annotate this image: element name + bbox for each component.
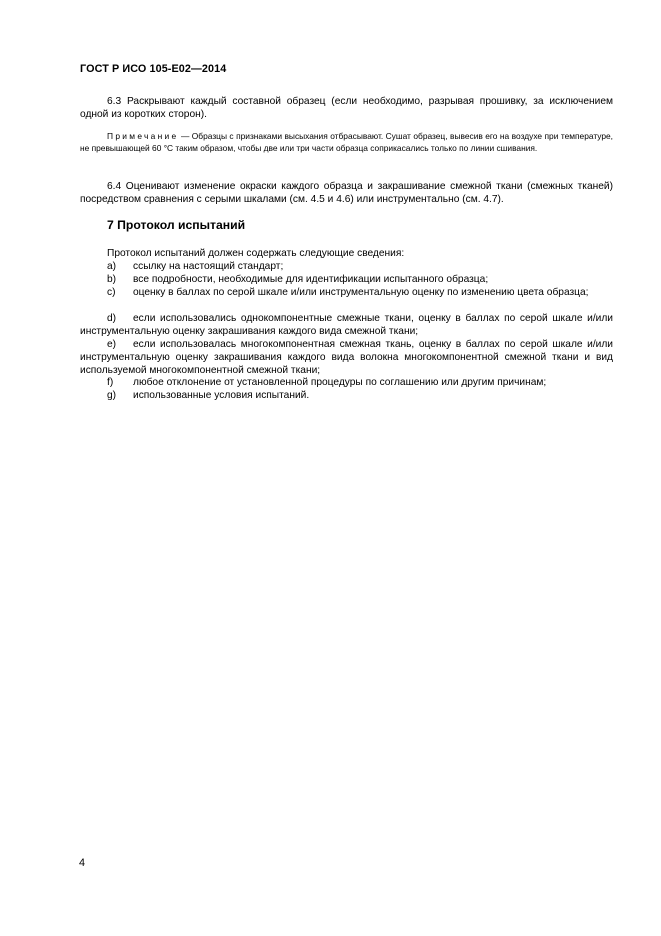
- list-item-text: если использовалась многокомпонентная смежная ткань, оценку в баллах по серой шкале и/или инструментальную оценку закрашивания каждого вида волокна многокомпонентной смежной ткани и вид используемой многокомпонентной смежной ткани;: [80, 339, 613, 376]
- list-item: [80, 286, 613, 299]
- list-item: [80, 389, 613, 402]
- page-number: 4: [79, 857, 86, 869]
- list-marker: a): [107, 261, 117, 272]
- list-item: [80, 376, 613, 389]
- clause-number: 6.3: [107, 96, 122, 107]
- clause-number: 6.4: [107, 181, 122, 192]
- list-item-text: если использовались однокомпонентные смежные ткани, оценку в баллах по серой шкале и/или инструментальную оценку закрашивания каждого вида смежной ткани;: [80, 313, 613, 337]
- list-marker: c): [107, 287, 116, 298]
- section-intro: Протокол испытаний должен содержать следующие сведения:: [107, 248, 405, 259]
- list-marker: g): [107, 390, 117, 401]
- list-item-text: все подробности, необходимые для идентификации испытанного образца;: [133, 274, 489, 285]
- paragraph-6-3: [80, 95, 613, 121]
- list-item: [80, 338, 613, 377]
- list-marker: b): [107, 274, 117, 285]
- note-label: Примечание: [107, 131, 179, 141]
- list-item-text: любое отклонение от установленной процедуры по соглашению или другим причинам;: [133, 377, 547, 388]
- list-item: [80, 312, 613, 338]
- list-item-text: оценку в баллах по серой шкале и/или инструментальную оценку по изменению цвета образца;: [133, 287, 589, 298]
- list-item-text: ссылку на настоящий стандарт;: [133, 261, 284, 272]
- list-marker: f): [107, 377, 114, 388]
- list-marker: e): [107, 339, 117, 350]
- paragraph-6-4: [80, 180, 613, 206]
- note: [80, 131, 613, 154]
- list-item: [80, 273, 613, 286]
- clause-text: Оценивают изменение окраски каждого образца и закрашивание смежной ткани (смежных тканей) посредством сравнения с серыми шкалами (см. 4.5 и 4.6) или инструментально (см. 4.7).: [80, 181, 613, 205]
- clause-text: Раскрывают каждый составной образец (если необходимо, разрывая прошивку, за исключением одной из коротких сторон).: [80, 96, 613, 120]
- list-item-text: использованные условия испытаний.: [133, 390, 310, 401]
- standard-header: ГОСТ Р ИСО 105-E02—2014: [80, 63, 227, 75]
- list-item: [80, 260, 613, 273]
- section-heading: 7 Протокол испытаний: [107, 218, 246, 232]
- note-text: — Образцы с признаками высыхания отбрасывают. Сушат образец, вывесив его на воздухе при температуре, не превышающей 60 °С таким образом, чтобы две или три части образца соприкасались только по линии сшивания.: [80, 131, 614, 153]
- list-marker: d): [107, 313, 117, 324]
